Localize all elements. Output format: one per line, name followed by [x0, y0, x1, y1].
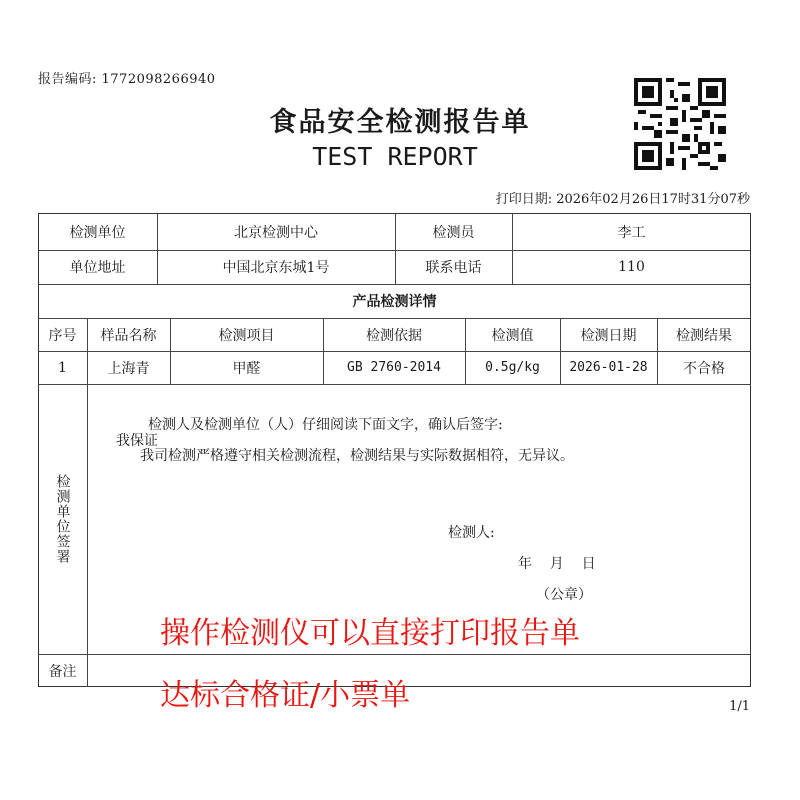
table-cell-item: 甲醛 — [232, 360, 261, 377]
column-header: 样品名称 — [100, 327, 157, 344]
signature-date-line: 年 月 日 — [518, 556, 596, 572]
table-cell-standard: GB 2760-2014 — [347, 360, 441, 375]
page-number: 1/1 — [729, 699, 750, 714]
address-value: 中国北京东城1号 — [222, 260, 330, 276]
signature-side-label: 检测单位签署 — [54, 474, 71, 564]
qr-code-icon — [634, 78, 726, 170]
report-title: 食品安全检测报告单 — [269, 107, 531, 138]
address-label: 单位地址 — [69, 260, 126, 276]
phone-value: 110 — [618, 259, 645, 275]
table-cell-sample: 上海青 — [107, 360, 150, 377]
inspector-signature-label: 检测人: — [448, 525, 495, 541]
column-header: 检测项目 — [218, 327, 275, 344]
signature-statement-3: 我司检测严格遵守相关检测流程，检测结果与实际数据相符，无异议。 — [140, 448, 574, 464]
overlay-caption-1: 操作检测仪可以直接打印报告单 — [160, 616, 580, 651]
table-cell-value: 0.5g/kg — [485, 360, 540, 375]
report-number: 报告编码: 1772098266940 — [38, 72, 216, 87]
table-cell-index: 1 — [58, 359, 67, 376]
report-subtitle: TEST REPORT — [312, 142, 478, 171]
unit-label: 检测单位 — [69, 224, 126, 241]
inspector-value: 李工 — [617, 224, 646, 241]
column-header: 检测结果 — [676, 327, 732, 344]
overlay-caption-2: 达标合格证/小票单 — [160, 678, 411, 713]
signature-statement-2: 我保证 — [116, 433, 158, 449]
details-title: 产品检测详情 — [352, 294, 437, 310]
column-header: 检测值 — [491, 327, 534, 344]
column-header: 序号 — [48, 327, 77, 344]
column-header: 检测日期 — [580, 327, 637, 344]
signature-side-label-cell — [38, 384, 87, 654]
inspector-label: 检测员 — [432, 224, 475, 241]
table-cell-result: 不合格 — [683, 360, 725, 377]
official-seal-label: （公章） — [536, 587, 592, 603]
phone-label: 联系电话 — [425, 260, 482, 276]
signature-statement-1: 检测人及检测单位（人）仔细阅读下面文字，确认后签字: — [148, 417, 503, 433]
unit-value: 北京检测中心 — [234, 224, 318, 241]
table-cell-date: 2026-01-28 — [569, 360, 648, 375]
print-date: 打印日期: 2026年02月26日17时31分07秒 — [495, 192, 750, 207]
remarks-label: 备注 — [48, 663, 77, 680]
column-header: 检测依据 — [366, 327, 422, 344]
